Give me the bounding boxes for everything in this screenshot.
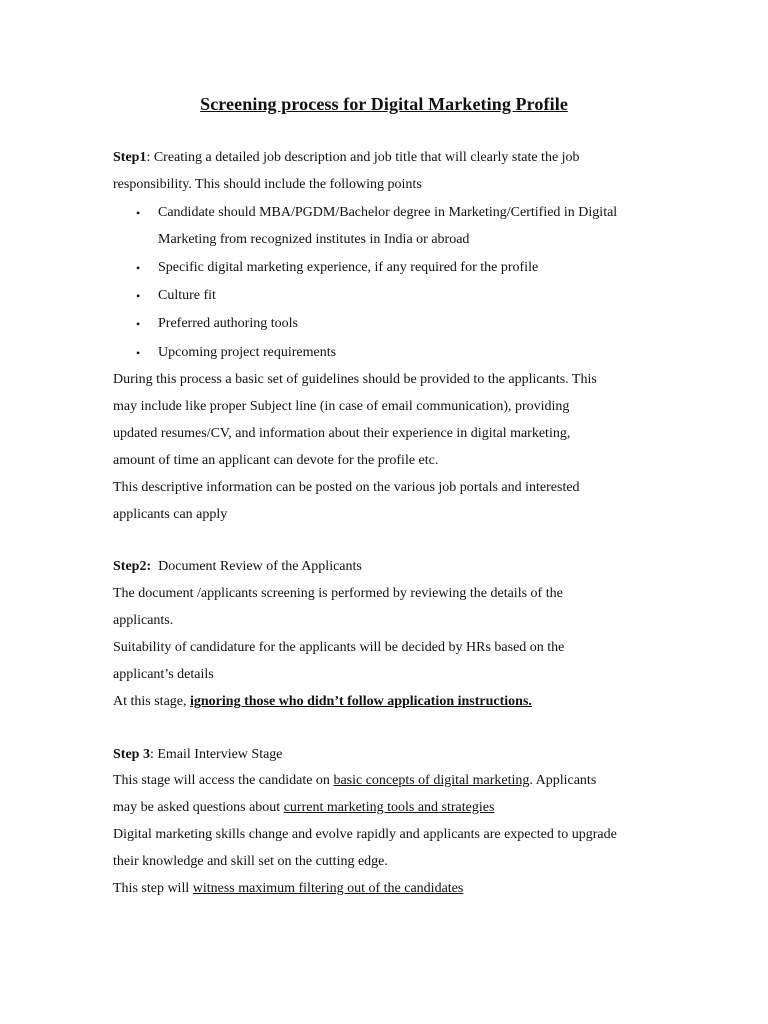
step3-concepts-underline: basic concepts of digital marketing <box>333 773 530 788</box>
bullet-icon: • <box>136 261 141 275</box>
document-title: Screening process for Digital Marketing Profile <box>200 94 568 114</box>
step1-label: Step1 <box>113 150 147 165</box>
step3-line2-prefix: may be asked questions about <box>113 800 284 815</box>
bullet-icon: • <box>136 317 141 331</box>
step1-intro-line <box>113 150 580 166</box>
step1-paragraph-line: updated resumes/CV, and information about their experience in digital marketing, <box>113 426 571 441</box>
step3-line5-prefix: This step will <box>113 881 193 896</box>
step2-stage-prefix: At this stage, <box>113 694 190 709</box>
bullet-item-experience: Specific digital marketing experience, if any required for the profile <box>158 260 539 275</box>
step3-line <box>113 773 596 789</box>
step2-label: Step2: <box>113 559 152 574</box>
step1-paragraph-line: This descriptive information can be posted on the various job portals and interested <box>113 480 580 495</box>
step3-line: their knowledge and skill set on the cutting edge. <box>113 854 388 869</box>
step1-text: : Creating a detailed job description and job title that will clearly state the job <box>146 150 580 165</box>
bullet-item-culture: Culture fit <box>158 288 216 303</box>
step2-stage-line <box>113 694 532 710</box>
step2-line: The document /applicants screening is performed by reviewing the details of the <box>113 586 563 601</box>
step3-tools-underline: current marketing tools and strategies <box>283 800 495 815</box>
step2-heading <box>113 559 362 575</box>
step2-stage-emphasis: ignoring those who didn’t follow application instructions. <box>190 694 532 709</box>
step3-filtering-underline: witness maximum filtering out of the candidates <box>192 881 464 896</box>
bullet-item-tools: Preferred authoring tools <box>158 316 298 331</box>
step3-line1-suffix: . Applicants <box>529 773 597 788</box>
step2-line: Suitability of candidature for the applicants will be decided by HRs based on the <box>113 640 565 655</box>
step3-line <box>113 800 494 816</box>
step1-paragraph-line: may include like proper Subject line (in case of email communication), providing <box>113 399 570 414</box>
bullet-icon: • <box>136 346 141 360</box>
step3-heading-text: : Email Interview Stage <box>149 747 283 762</box>
bullet-item-degree-cont: Marketing from recognized institutes in India or abroad <box>158 232 470 247</box>
step1-intro-line-2: responsibility. This should include the following points <box>113 177 422 192</box>
bullet-item-projects: Upcoming project requirements <box>158 345 337 360</box>
step2-line: applicants. <box>113 613 174 628</box>
step2-line: applicant’s details <box>113 667 214 682</box>
bullet-icon: • <box>136 289 141 303</box>
step3-line1-prefix: This stage will access the candidate on <box>113 773 334 788</box>
bullet-icon: • <box>136 206 141 220</box>
bullet-item-degree: Candidate should MBA/PGDM/Bachelor degree in Marketing/Certified in Digital <box>158 205 618 220</box>
step3-heading <box>113 747 283 763</box>
step1-paragraph-line: During this process a basic set of guidelines should be provided to the applicants. This <box>113 372 597 387</box>
step1-paragraph-line: amount of time an applicant can devote for the profile etc. <box>113 453 439 468</box>
step3-line: Digital marketing skills change and evolve rapidly and applicants are expected to upgrade <box>113 827 617 842</box>
step1-paragraph-line: applicants can apply <box>113 507 228 522</box>
step2-heading-text: Document Review of the Applicants <box>151 559 362 574</box>
step3-label: Step 3 <box>113 747 150 762</box>
step3-line <box>113 881 463 897</box>
